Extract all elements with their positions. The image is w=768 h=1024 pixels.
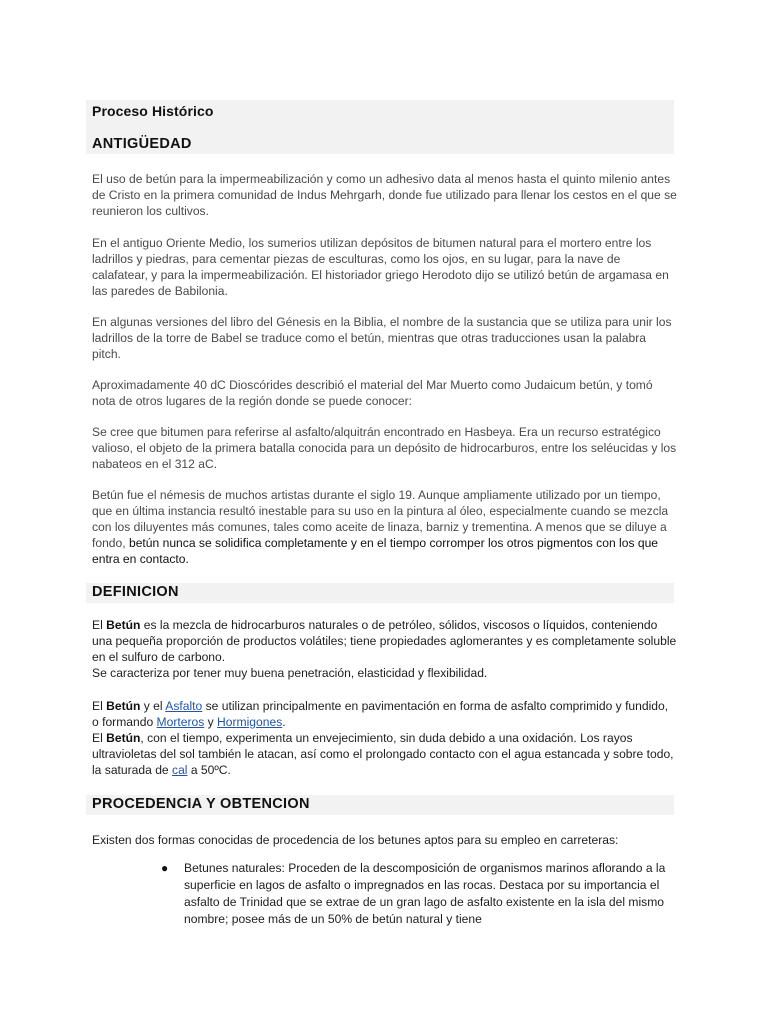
bold-term: Betún <box>106 699 141 713</box>
bullet-list <box>160 860 680 928</box>
paragraph-procedencia-intro: Existen dos formas conocidas de procedencia de los betunes aptos para su empleo en carreteras: <box>92 833 619 847</box>
paragraph-antiguedad-6 <box>92 487 677 567</box>
paragraph-antiguedad-1: El uso de betún para la impermeabilización y como un adhesivo data al menos hasta el quinto milenio antes de Cristo en la primera comunidad de Indus Mehrgarh, donde fue utilizado para llenar los cestos en el que se reunieron los cultivos. <box>92 172 677 218</box>
heading-procedencia: PROCEDENCIA Y OBTENCION <box>92 796 310 812</box>
paragraph-definicion-2 <box>92 698 677 778</box>
text-run: a 50ºC. <box>187 763 231 777</box>
text-run: El <box>92 618 107 632</box>
emphasized-text: betún nunca se solidifica completamente y en el tiempo corromper los otros pigmentos con los que entra en contacto. <box>92 536 659 566</box>
paragraph-antiguedad-3: En algunas versiones del libro del Génesis en la Biblia, el nombre de la sustancia que se utiliza para unir los ladrillos de la torre de Babel se traduce como el betún, mientras que otras traducciones usan la palabra pitch. <box>92 315 672 361</box>
paragraph-antiguedad-2: En el antiguo Oriente Medio, los sumerios utilizan depósitos de bitumen natural para el mortero entre los ladrillos y piedras, para cementar piezas de esculturas, como los ojos, en su lugar, para la nave de calafatear, y para la impermeabilización. El historiador griego Herodoto dijo se utilizó betún de argamasa en las paredes de Babilonia. <box>92 236 669 298</box>
text-run: es la mezcla de hidrocarburos naturales o de petróleo, sólidos, viscosos o líquidos, conteniendo una pequeña proporción de productos volátiles; tiene propiedades aglomerantes y es completamente soluble en el sulfuro de carbono. <box>92 618 677 664</box>
text-run: , con el tiempo, experimenta un envejecimiento, sin duda debido a una oxidación. Los rayos ultravioletas del sol también le atacan, así como el prolongado contacto con el agua estancada y sobre todo, la saturada de <box>92 731 674 777</box>
bold-term: Betún <box>106 731 141 745</box>
list-item <box>160 860 680 928</box>
paragraph-antiguedad-4: Aproximadamente 40 dC Dioscórides describió el material del Mar Muerto como Judaicum betún, y tomó nota de otros lugares de la región donde se puede conocer: <box>92 378 653 408</box>
text-run: El <box>92 699 107 713</box>
paragraph-antiguedad-5: Se cree que bitumen para referirse al asfalto/alquitrán encontrado en Hasbeya. Era un recurso estratégico valioso, el objeto de la primera batalla conocida para un depósito de hidrocarburos, entre los seléucidas y los nabateos en el 312 aC. <box>92 425 677 471</box>
page-title: Proceso Histórico <box>92 103 214 119</box>
text-run: y el <box>140 699 166 713</box>
bold-term: Betún <box>106 618 141 632</box>
paragraph-text: Betún fue el némesis de muchos artistas durante el siglo 19. Aunque ampliamente utilizado por un tiempo, que en última instancia resultó inestable para su uso en la pintura al óleo, especialmente cuando se mezcla con los diluyentes más comunes, tales como aceite de linaza, barniz y trementina. A menos que se diluye a fondo, <box>92 488 669 550</box>
list-item-text: Betunes naturales: Proceden de la descomposición de organismos marinos aflorando a la superficie en lagos de asfalto o impregnados en las rocas. Destaca por su importancia el asfalto de Trinidad que se extrae de un gran lago de asfalto existente en la isla del mismo nombre; posee más de un 50% de betún natural y tiene <box>184 861 666 926</box>
link-hormigones[interactable]: Hormigones <box>217 715 283 729</box>
heading-antiguedad: ANTIGÜEDAD <box>92 136 192 152</box>
link-cal[interactable]: cal <box>172 763 188 777</box>
text-run: y <box>204 715 218 729</box>
link-morteros[interactable]: Morteros <box>156 715 205 729</box>
text-run: El <box>92 731 107 745</box>
heading-definicion: DEFINICION <box>92 584 179 600</box>
text-run: se utilizan principalmente en pavimentación en forma de asfalto comprimido y fundido, o formando <box>92 699 669 729</box>
bullet-icon: ● <box>161 861 169 875</box>
text-run: . <box>282 715 286 729</box>
paragraph-definicion-1 <box>92 617 677 681</box>
link-asfalto[interactable]: Asfalto <box>165 699 203 713</box>
text-run: Se caracteriza por tener muy buena penetración, elasticidad y flexibilidad. <box>92 666 488 680</box>
